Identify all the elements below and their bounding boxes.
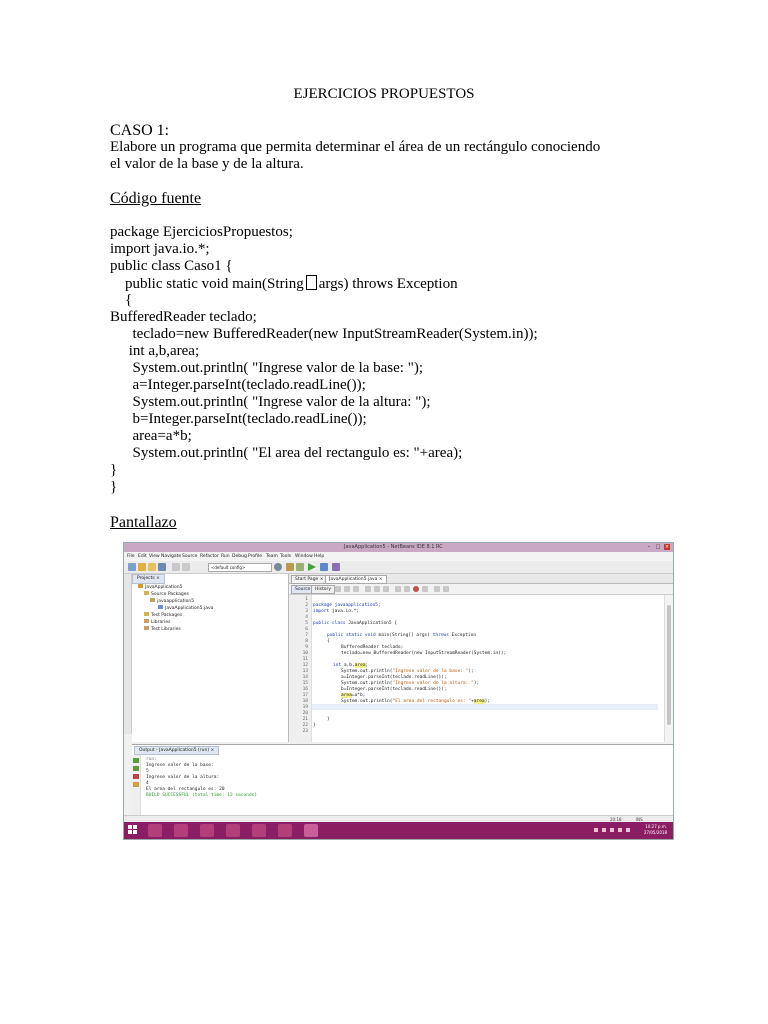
menu-debug[interactable]: Debug	[232, 554, 247, 559]
output-tab[interactable]: Output - JavaApplication5 (run) ×	[134, 746, 219, 755]
menu-view[interactable]: View	[149, 554, 160, 559]
windows-taskbar	[124, 822, 673, 839]
code-line: teclado=new BufferedReader(new InputStreamReader(System.in));	[110, 326, 538, 342]
clean-build-icon[interactable]	[296, 563, 304, 571]
pantallazo-heading: Pantallazo	[110, 514, 177, 531]
code-line: b=Integer.parseInt(teclado.readLine());	[110, 411, 367, 427]
code-line: public class JavaApplication5 {	[313, 621, 397, 626]
code-line: package EjerciciosPropuestos;	[110, 224, 293, 240]
code-line: import java.io.*;	[110, 241, 210, 257]
code-line: area=a*b;	[341, 693, 366, 698]
line-number-gutter: 1 2 3 4 5 6 7 8 9 10 11 12 13 14 15 16 17 18 19 20 21 22 23	[289, 595, 312, 742]
tray-icon[interactable]	[618, 828, 622, 832]
code-line: System.out.println("Ingrese valor de la base: ");	[341, 669, 474, 674]
undo-icon[interactable]	[172, 563, 180, 571]
folder-icon	[144, 591, 149, 595]
menu-help[interactable]: Help	[314, 554, 325, 559]
editor-tool-icon[interactable]	[374, 586, 380, 592]
code-line: }	[110, 479, 118, 495]
editor-tool-icon[interactable]	[365, 586, 371, 592]
scroll-thumb[interactable]	[667, 605, 671, 725]
editor-tool-icon[interactable]	[443, 586, 449, 592]
tray-icon[interactable]	[610, 828, 614, 832]
netbeans-taskbar-icon[interactable]	[304, 824, 318, 837]
tree-item-test-packages[interactable]: Test Packages	[144, 612, 182, 619]
code-line: int a,b,area;	[110, 343, 200, 359]
tree-item-libraries[interactable]: Libraries	[144, 619, 170, 626]
tray-icon[interactable]	[602, 828, 606, 832]
stop-icon[interactable]	[133, 774, 139, 779]
code-line: a=Integer.parseInt(teclado.readLine());	[110, 377, 366, 393]
tab-java-file[interactable]: JavaApplication5.java ×	[325, 575, 387, 584]
tree-item-test-libraries[interactable]: Test Libraries	[144, 626, 181, 633]
config-select[interactable]: <default config>	[208, 563, 272, 572]
code-line: area=a*b;	[110, 428, 192, 444]
description-line-1: Elabore un programa que permita determinar el área de un rectángulo conociendo	[110, 139, 601, 155]
code-editor	[289, 574, 673, 742]
editor-tool-icon[interactable]	[395, 586, 401, 592]
code-line: import java.io.*;	[313, 609, 360, 614]
code-line: }	[313, 723, 316, 728]
build-icon[interactable]	[286, 563, 294, 571]
editor-tool-icon[interactable]	[434, 586, 440, 592]
explorer-taskbar-icon[interactable]	[148, 824, 162, 837]
settings-icon[interactable]	[133, 782, 139, 787]
menu-file[interactable]: File	[127, 554, 135, 559]
new-project-icon[interactable]	[138, 563, 146, 571]
editor-tool-icon[interactable]	[383, 586, 389, 592]
output-panel: Output - JavaApplication5 (run) × run: Ingrese valor de la base: 5 Ingrese valor de la altura: 4 El area del rectangulo es: 20 BUILD SUCCESSFUL (total time: 12 seconds)	[132, 744, 673, 825]
tree-item-source-packages[interactable]: Source Packages	[144, 591, 189, 598]
menu-refactor[interactable]: Refactor	[200, 554, 219, 559]
tree-item-java-file[interactable]: JavaApplication5.java	[158, 605, 213, 612]
word-taskbar-icon[interactable]	[252, 824, 266, 837]
code-line: System.out.println( "Ingrese valor de la base: ");	[110, 360, 424, 376]
menu-run[interactable]: Run	[221, 554, 230, 559]
code-line: teclado=new BufferedReader(new InputStreamReader(System.in));	[341, 651, 507, 656]
editor-tool-icon[interactable]	[404, 586, 410, 592]
projects-panel	[132, 574, 289, 742]
folder-icon	[144, 612, 149, 616]
code-line: public static void main(String[] args) throws Exception	[327, 633, 477, 638]
code-line: System.out.println("El area del rectangulo es: "+area);	[341, 699, 491, 704]
java-file-icon	[158, 605, 163, 609]
new-file-icon[interactable]	[128, 563, 136, 571]
settings-icon[interactable]	[274, 563, 282, 571]
window-title: JavaApplication5 - NetBeans IDE 8.1 RC	[344, 544, 443, 550]
menu-window[interactable]: Window	[295, 554, 313, 559]
package-icon	[150, 598, 155, 602]
projects-tab[interactable]: Projects ×	[132, 574, 165, 584]
redo-icon[interactable]	[182, 563, 190, 571]
menu-profile[interactable]: Profile	[248, 554, 262, 559]
history-button[interactable]: History	[311, 585, 335, 594]
insert-mode: INS	[636, 817, 643, 822]
windows-start-icon[interactable]	[128, 825, 138, 835]
codigo-fuente-heading: Código fuente	[110, 190, 202, 207]
save-all-icon[interactable]	[158, 563, 166, 571]
file-taskbar-icon[interactable]	[278, 824, 292, 837]
settings-taskbar-icon[interactable]	[200, 824, 214, 837]
tray-icon[interactable]	[626, 828, 630, 832]
code-line: BufferedReader teclado;	[341, 645, 404, 650]
missing-glyph-box	[306, 275, 317, 290]
current-line-highlight	[312, 704, 658, 710]
project-icon	[138, 584, 143, 588]
editor-tool-icon[interactable]	[353, 586, 359, 592]
netbeans-screenshot	[123, 542, 674, 840]
folder-taskbar-icon[interactable]	[226, 824, 240, 837]
code-line: package javaapplication5;	[313, 603, 381, 608]
record-macro-icon[interactable]	[413, 586, 419, 592]
chrome-taskbar-icon[interactable]	[174, 824, 188, 837]
code-line: BufferedReader teclado;	[110, 309, 257, 325]
minimize-button[interactable]: –	[647, 544, 651, 550]
taskbar-clock[interactable]: 10:27 p.m. 27/05/2018	[643, 824, 667, 835]
tab-start-page[interactable]: Start Page ×	[291, 575, 328, 584]
close-button[interactable]: ×	[664, 544, 670, 550]
main-toolbar	[124, 561, 673, 574]
editor-tabs	[289, 574, 673, 584]
editor-tool-icon[interactable]	[422, 586, 428, 592]
code-line: System.out.println( "El area del rectangulo es: "+area);	[110, 445, 463, 461]
tree-item-package[interactable]: javaapplication5	[150, 598, 194, 605]
description-line-2: el valor de la base y de la altura.	[110, 156, 304, 172]
code-line: {	[327, 639, 330, 644]
code-line: System.out.println( "Ingrese valor de la altura: ");	[110, 394, 431, 410]
code-line: int a,b,area;	[333, 663, 369, 668]
editor-toolbar	[289, 584, 673, 595]
source-button[interactable]: Source	[291, 585, 314, 594]
debug-icon[interactable]	[320, 563, 328, 571]
menu-team[interactable]: Team	[266, 554, 278, 559]
menu-edit[interactable]: Edit	[138, 554, 147, 559]
editor-tool-icon[interactable]	[344, 586, 350, 592]
maximize-button[interactable]: □	[655, 544, 661, 550]
tray-icon[interactable]	[594, 828, 598, 832]
code-line: System.out.println("Ingrese valor de la altura: ");	[341, 681, 480, 686]
page-title: EJERCICIOS PROPUESTOS	[293, 86, 475, 102]
code-line: a=Integer.parseInt(teclado.readLine());	[341, 675, 447, 680]
menu-source[interactable]: Source	[182, 554, 198, 559]
code-line: }	[110, 462, 118, 478]
library-icon	[144, 619, 149, 623]
rerun-icon[interactable]	[133, 758, 139, 763]
code-line: {	[110, 292, 133, 308]
library-icon	[144, 626, 149, 630]
code-line: b=Integer.parseInt(teclado.readLine());	[341, 687, 447, 692]
menu-tools[interactable]: Tools	[280, 554, 292, 559]
caret-position: 20:18	[610, 817, 622, 822]
code-line: }	[327, 717, 330, 722]
code-line: public static void main(String args) throws Exception	[110, 276, 458, 292]
caso-heading: CASO 1:	[110, 122, 170, 139]
editor-scrollbar[interactable]	[664, 595, 673, 742]
menu-navigate[interactable]: Navigate	[161, 554, 182, 559]
open-project-icon[interactable]	[148, 563, 156, 571]
code-line: public class Caso1 {	[110, 258, 233, 274]
run-icon[interactable]	[308, 563, 316, 571]
rerun-icon[interactable]	[133, 766, 139, 771]
services-strip[interactable]	[124, 574, 132, 734]
window-titlebar	[124, 543, 673, 552]
editor-tool-icon[interactable]	[335, 586, 341, 592]
profile-icon[interactable]	[332, 563, 340, 571]
tree-item-project[interactable]: JavaApplication5	[138, 584, 183, 591]
